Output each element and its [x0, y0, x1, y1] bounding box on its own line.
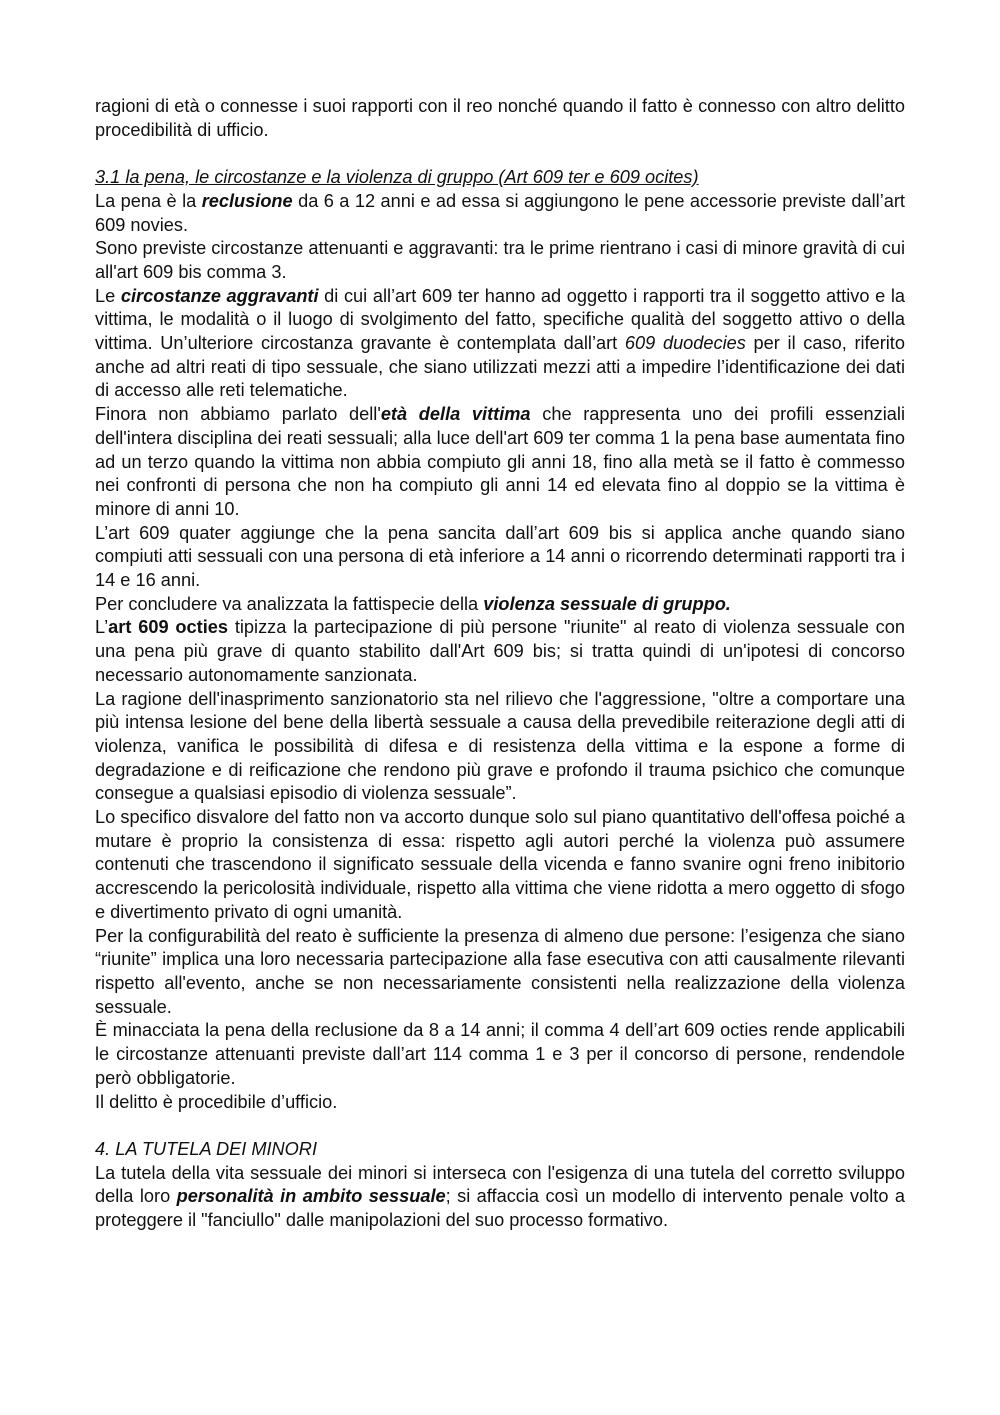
text: L’ — [95, 617, 109, 638]
paragraph-tutela-minori — [95, 1162, 905, 1233]
section-heading-4: 4. LA TUTELA DEI MINORI — [95, 1138, 317, 1159]
paragraph-eta-vittima — [95, 403, 905, 522]
paragraph-minacciata-pena: È minacciata la pena della reclusione da 8 a 14 anni; il comma 4 dell’art 609 octies rende applicabili le circostanze attenuanti previste dall’art 114 comma 1 e 3 per il concorso di persone, rendendole però obbligatorie. — [95, 1020, 905, 1088]
paragraph-continuation: ragioni di età o connesse i suoi rapporti con il reo nonché quando il fatto è connesso con altro delitto procedibilità di ufficio. — [95, 96, 905, 140]
emphasis-reclusione: reclusione — [201, 190, 293, 211]
section-heading-3-1: 3.1 la pena, le circostanze e la violenza di gruppo (Art 609 ter e 609 ocites) — [95, 167, 699, 188]
paragraph-609-quater: L’art 609 quater aggiunge che la pena sancita dall’art 609 bis si applica anche quando siano compiuti atti sessuali con una persona di età inferiore a 14 anni o ricorrendo determinati rapporti tra i 14 e 16 anni. — [95, 522, 905, 591]
emphasis-eta-vittima: età della vittima — [380, 404, 531, 425]
text: per il caso, riferito anche ad altri reati di tipo sessuale, che siano utilizzati mezzi atti a impedire l’identificazione dei dati di accesso alle reti telematiche. — [95, 333, 905, 401]
text: tipizza la partecipazione di più persone "riunite" al reato di violenza sessuale con una pena più grave di quanto stabilito dall'Art 609 bis; si tratta quindi di un'ipotesi di concorso necessario autonomamente sanzionata. — [95, 617, 905, 685]
text: Per concludere va analizzata la fattispecie della — [95, 593, 484, 614]
text: di cui all’art 609 ter hanno ad oggetto i rapporti tra il soggetto attivo e la vittima, le modalità o il luogo di svolgimento del fatto, specifiche qualità del soggetto attivo o della vittima. Un’ulteriore circostanza gravante è contemplata dall’art — [95, 285, 905, 354]
text: ; si affaccia così un modello di intervento penale volto a proteggere il "fanciullo" dalle manipolazioni del suo processo formativo. — [95, 1186, 905, 1231]
emphasis-art-609-octies: art 609 octies — [108, 617, 228, 638]
text: La tutela della vita sessuale dei minori si interseca con l'esigenza di una tutela del corretto sviluppo della loro — [95, 1162, 905, 1207]
paragraph-aggravanti — [95, 285, 905, 404]
emphasis-violenza-gruppo: violenza sessuale di gruppo. — [483, 593, 731, 614]
paragraph-pena — [95, 190, 905, 237]
document-page — [95, 95, 905, 1233]
text: che rappresenta uno dei profili essenziali dell'intera disciplina dei reati sessuali; alla luce dell'art 609 ter comma 1 la pena base aumentata fino ad un terzo quando la vittima non abbia compiuto gli anni 18, fino alla metà se il fatto è commesso nei confronti di persona che non ha compiuto gli anni 14 ed elevata fino al doppio se la vittima è minore di anni 10. — [95, 404, 905, 519]
emphasis-circostanze-aggravanti: circostanze aggravanti — [120, 285, 319, 306]
emphasis-personalita: personalità in ambito sessuale — [176, 1186, 446, 1207]
text: Finora non abbiamo parlato dell' — [95, 404, 381, 425]
paragraph-inasprimento: La ragione dell'inasprimento sanzionatorio sta nel rilievo che l'aggressione, "oltre a comportare una più intensa lesione del bene della libertà sessuale a causa della prevedibile reiterazione degli atti di violenza, vanifica le possibilità di difesa e di resistenza della vittima e la espone a forme di degradazione e di reificazione che rendono più grave e profondo il trauma psichico che comunque consegue a qualsiasi episodio di violenza sessuale”. — [95, 688, 905, 804]
blank-line — [95, 1114, 905, 1138]
emphasis-609-duodecies: 609 duodecies — [624, 333, 746, 354]
text: Le — [95, 285, 121, 306]
paragraph-procedibile: Il delitto è procedibile d’ufficio. — [95, 1091, 338, 1112]
blank-line — [95, 142, 905, 166]
paragraph-disvalore: Lo specifico disvalore del fatto non va accorto dunque solo sul piano quantitativo dell'offesa poiché a mutare è proprio la consistenza di essa: rispetto agli autori perché la violenza può assumere contenuti che trascendono il significato sessuale della vicenda e fanno svanire ogni freno inibitorio accrescendo la pericolosità individuale, rispetto alla vittima che viene ridotta a mero oggetto di sfogo e divertimento privato di ogni umanità. — [95, 807, 905, 922]
paragraph-configurabilita: Per la configurabilità del reato è sufficiente la presenza di almeno due persone: l’esigenza che siano “riunite” implica una loro necessaria partecipazione alla fase esecutiva con atti causalmente rilevanti rispetto all'evento, anche se non necessariamente consistenti nella realizzazione della violenza sessuale. — [95, 925, 905, 1017]
paragraph-609-octies — [95, 616, 905, 687]
paragraph-concludere — [95, 593, 905, 617]
text: da 6 a 12 anni e ad essa si aggiungono le pene accessorie previste dall’art 609 novies. — [95, 190, 905, 235]
text: La pena è la — [95, 190, 202, 211]
paragraph-circostanze: Sono previste circostanze attenuanti e aggravanti: tra le prime rientrano i casi di minore gravità di cui all'art 609 bis comma 3. — [95, 238, 905, 282]
